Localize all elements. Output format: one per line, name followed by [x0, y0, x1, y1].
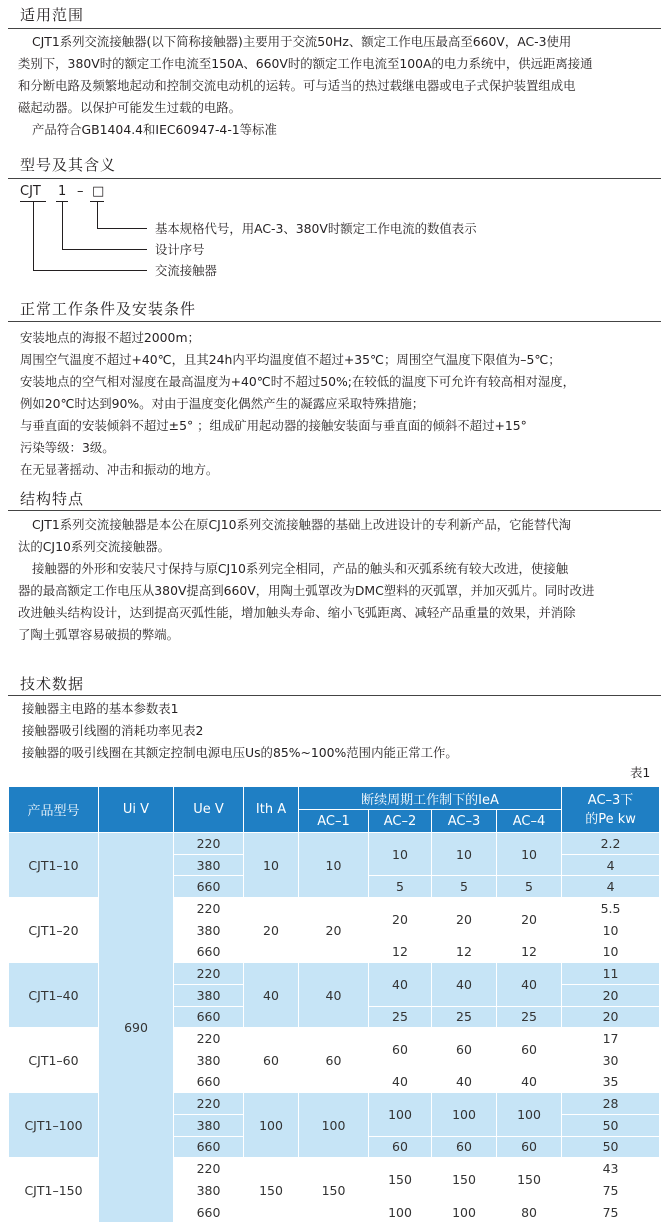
cell-ac2: 20 [369, 898, 432, 941]
condition-line: 周围空气温度不超过+40℃，且其24h内平均温度值不超过+35℃；周围空气温度下限值为–5℃； [20, 352, 561, 367]
cell-ac1: 100 [299, 1093, 369, 1158]
cell-ue: 380 [174, 1114, 244, 1136]
scope-line: 类别下，380V时的额定工作电流至150A、660V时的额定工作电流至100A的电力系统中，供远距离接通 [18, 56, 593, 71]
cell-ue: 380 [174, 919, 244, 941]
cell-pe: 4 [562, 876, 660, 898]
scope-line: CJT1系列交流接触器(以下简称接触器)主要用于交流50Hz、额定工作电压最高至660V，AC-3使用 [32, 34, 572, 49]
structure-line: 汰的CJ10系列交流接触器。 [18, 539, 170, 554]
cell-ac4: 40 [497, 963, 562, 1006]
cell-ue: 380 [174, 984, 244, 1006]
cell-ac3: 12 [432, 941, 497, 963]
section-title-model: 型号及其含义 [20, 156, 117, 174]
cell-ac3: 40 [432, 1071, 497, 1093]
section-rule [8, 178, 661, 179]
cell-pe: 28 [562, 1093, 660, 1115]
cell-ue: 220 [174, 1158, 244, 1180]
section-title-scope: 适用范围 [20, 6, 85, 24]
cell-ac1: 150 [299, 1158, 369, 1223]
structure-line: CJT1系列交流接触器是本公在原CJ10系列交流接触器的基础上改进设计的专利新产品，它能替代淘 [32, 517, 572, 532]
cell-model: CJT1–10 [9, 833, 99, 898]
header-ith: Ith A [244, 787, 299, 833]
meaning-design: 设计序号 [155, 242, 205, 257]
cell-ith: 60 [244, 1028, 299, 1093]
section-rule [8, 321, 661, 322]
scope-line: 产品符合GB1404.4和IEC60947-4-1等标准 [32, 122, 277, 137]
cell-ith: 40 [244, 963, 299, 1028]
cell-ac3: 5 [432, 876, 497, 898]
cell-model: CJT1–20 [9, 898, 99, 963]
header-ie-group: 断续周期工作制下的IeA [299, 787, 562, 810]
cell-ac1: 10 [299, 833, 369, 898]
cell-ac2: 12 [369, 941, 432, 963]
cell-pe: 4 [562, 854, 660, 876]
cell-ith: 10 [244, 833, 299, 898]
cell-ac3: 60 [432, 1136, 497, 1158]
code-part-series: CJT [20, 184, 41, 199]
cell-ac2: 40 [369, 963, 432, 1006]
cell-pe: 30 [562, 1049, 660, 1071]
condition-line: 在无显著摇动、冲击和振动的地方。 [20, 462, 219, 477]
cell-ac3: 100 [432, 1093, 497, 1136]
cell-ac2: 100 [369, 1201, 432, 1223]
cell-ui: 690 [99, 833, 174, 1223]
header-ac3: AC–3 [432, 810, 497, 833]
cell-ue: 220 [174, 1093, 244, 1115]
structure-line: 接触器的外形和安装尺寸保持与原CJ10系列完全相同，产品的触头和灭弧系统有较大改进，使接触 [32, 561, 569, 576]
cell-ac4: 40 [497, 1071, 562, 1093]
cell-ac2: 150 [369, 1158, 432, 1201]
spec-table [8, 786, 660, 1223]
cell-ac4: 100 [497, 1093, 562, 1136]
cell-pe: 10 [562, 919, 660, 941]
section-rule [8, 510, 661, 511]
tech-line: 接触器主电路的基本参数表1 [22, 701, 179, 716]
leader-line [62, 249, 147, 250]
cell-ith: 100 [244, 1093, 299, 1158]
cell-ac2: 60 [369, 1028, 432, 1071]
cell-ac4: 60 [497, 1136, 562, 1158]
header-model: 产品型号 [9, 787, 99, 833]
leader-line [33, 202, 34, 270]
tech-line: 接触器的吸引线圈在其额定控制电源电压Us的85%~100%范围内能正常工作。 [22, 745, 458, 760]
cell-pe: 43 [562, 1158, 660, 1180]
leader-line [97, 228, 147, 229]
cell-model: CJT1–60 [9, 1028, 99, 1093]
scope-line: 和分断电路及频繁地起动和控制交流电动机的运转。可与适当的热过载继电器或电子式保护装置组成电 [18, 78, 576, 93]
cell-ac4: 12 [497, 941, 562, 963]
condition-line: 安装地点的空气相对湿度在最高温度为+40℃时不超过50%;在较低的温度下可允许有较高相对湿度， [20, 374, 576, 389]
structure-line: 了陶土弧罩容易破损的弊端。 [18, 627, 180, 642]
cell-ue: 660 [174, 1071, 244, 1093]
section-rule [8, 28, 661, 29]
cell-model: CJT1–150 [9, 1158, 99, 1223]
section-rule [8, 695, 661, 696]
table-label: 表1 [630, 765, 651, 780]
cell-ac2: 25 [369, 1006, 432, 1028]
meaning-spec: 基本规格代号，用AC-3、380V时额定工作电流的数值表示 [155, 221, 477, 236]
cell-pe: 20 [562, 984, 660, 1006]
cell-pe: 20 [562, 1006, 660, 1028]
cell-ac4: 80 [497, 1201, 562, 1223]
section-title-tech: 技术数据 [20, 675, 85, 693]
leader-line [33, 270, 147, 271]
header-pe-line1: AC–3下 [587, 792, 634, 808]
leader-line [97, 202, 98, 228]
cell-ac2: 40 [369, 1071, 432, 1093]
structure-line: 改进触头结构设计，达到提高灭弧性能，增加触头寿命、缩小飞弧距离、减轻产品重量的效果，并消除 [18, 605, 576, 620]
code-part-spec-box: □ [92, 184, 105, 199]
cell-ue: 660 [174, 1201, 244, 1223]
header-pe-line2: 的Pe kw [585, 811, 636, 827]
cell-pe: 17 [562, 1028, 660, 1050]
cell-ac2: 100 [369, 1093, 432, 1136]
code-part-dash: – [77, 184, 84, 199]
cell-pe: 2.2 [562, 833, 660, 855]
cell-ac3: 100 [432, 1201, 497, 1223]
cell-ac3: 60 [432, 1028, 497, 1071]
cell-ac4: 25 [497, 1006, 562, 1028]
header-ac1: AC–1 [299, 810, 369, 833]
cell-ue: 660 [174, 1006, 244, 1028]
table-row [9, 833, 660, 855]
cell-ac2: 60 [369, 1136, 432, 1158]
cell-ac2: 10 [369, 833, 432, 876]
cell-ue: 660 [174, 1136, 244, 1158]
cell-ac4: 10 [497, 833, 562, 876]
cell-ac4: 20 [497, 898, 562, 941]
condition-line: 安装地点的海报不超过2000m； [20, 330, 200, 345]
cell-ac3: 10 [432, 833, 497, 876]
condition-line: 与垂直面的安装倾斜不超过±5° ；组成矿用起动器的接触安装面与垂直面的倾斜不超过+15° [20, 418, 527, 433]
cell-ue: 380 [174, 1049, 244, 1071]
cell-ac4: 5 [497, 876, 562, 898]
cell-ac4: 150 [497, 1158, 562, 1201]
cell-ac2: 5 [369, 876, 432, 898]
cell-ac1: 60 [299, 1028, 369, 1093]
cell-ue: 660 [174, 876, 244, 898]
section-title-structure: 结构特点 [20, 490, 85, 508]
header-ac4: AC–4 [497, 810, 562, 833]
cell-ac1: 20 [299, 898, 369, 963]
header-ue: Ue V [174, 787, 244, 833]
structure-line: 器的最高额定工作电压从380V提高到660V，用陶土弧罩改为DMC塑料的灭弧罩，并加灭弧片。同时改进 [18, 583, 595, 598]
cell-ac3: 150 [432, 1158, 497, 1201]
header-ac2: AC–2 [369, 810, 432, 833]
cell-ue: 660 [174, 941, 244, 963]
header-pe [562, 787, 660, 833]
cell-pe: 50 [562, 1114, 660, 1136]
header-ui: Ui V [99, 787, 174, 833]
cell-ue: 380 [174, 1180, 244, 1202]
section-title-conditions: 正常工作条件及安装条件 [20, 300, 197, 318]
cell-ue: 380 [174, 854, 244, 876]
cell-pe: 75 [562, 1201, 660, 1223]
cell-pe: 11 [562, 963, 660, 985]
condition-line: 污染等级：3级。 [20, 440, 115, 455]
tech-line: 接触器吸引线圈的消耗功率见表2 [22, 723, 204, 738]
cell-ac3: 25 [432, 1006, 497, 1028]
cell-pe: 10 [562, 941, 660, 963]
cell-pe: 35 [562, 1071, 660, 1093]
cell-ac3: 40 [432, 963, 497, 1006]
cell-ac4: 60 [497, 1028, 562, 1071]
cell-ac1: 40 [299, 963, 369, 1028]
cell-ue: 220 [174, 1028, 244, 1050]
condition-line: 例如20℃时达到90%。对由于温度变化偶然产生的凝露应采取特殊措施； [20, 396, 425, 411]
leader-line [62, 202, 63, 249]
cell-model: CJT1–100 [9, 1093, 99, 1158]
cell-ac3: 20 [432, 898, 497, 941]
meaning-series: 交流接触器 [155, 263, 217, 278]
cell-model: CJT1–40 [9, 963, 99, 1028]
cell-ith: 20 [244, 898, 299, 963]
cell-ue: 220 [174, 963, 244, 985]
cell-pe: 5.5 [562, 898, 660, 920]
cell-pe: 50 [562, 1136, 660, 1158]
scope-line: 磁起动器。以保护可能发生过载的电路。 [18, 100, 242, 115]
cell-ue: 220 [174, 833, 244, 855]
code-part-design: 1 [58, 184, 67, 199]
cell-ue: 220 [174, 898, 244, 920]
cell-pe: 75 [562, 1180, 660, 1202]
cell-ith: 150 [244, 1158, 299, 1223]
